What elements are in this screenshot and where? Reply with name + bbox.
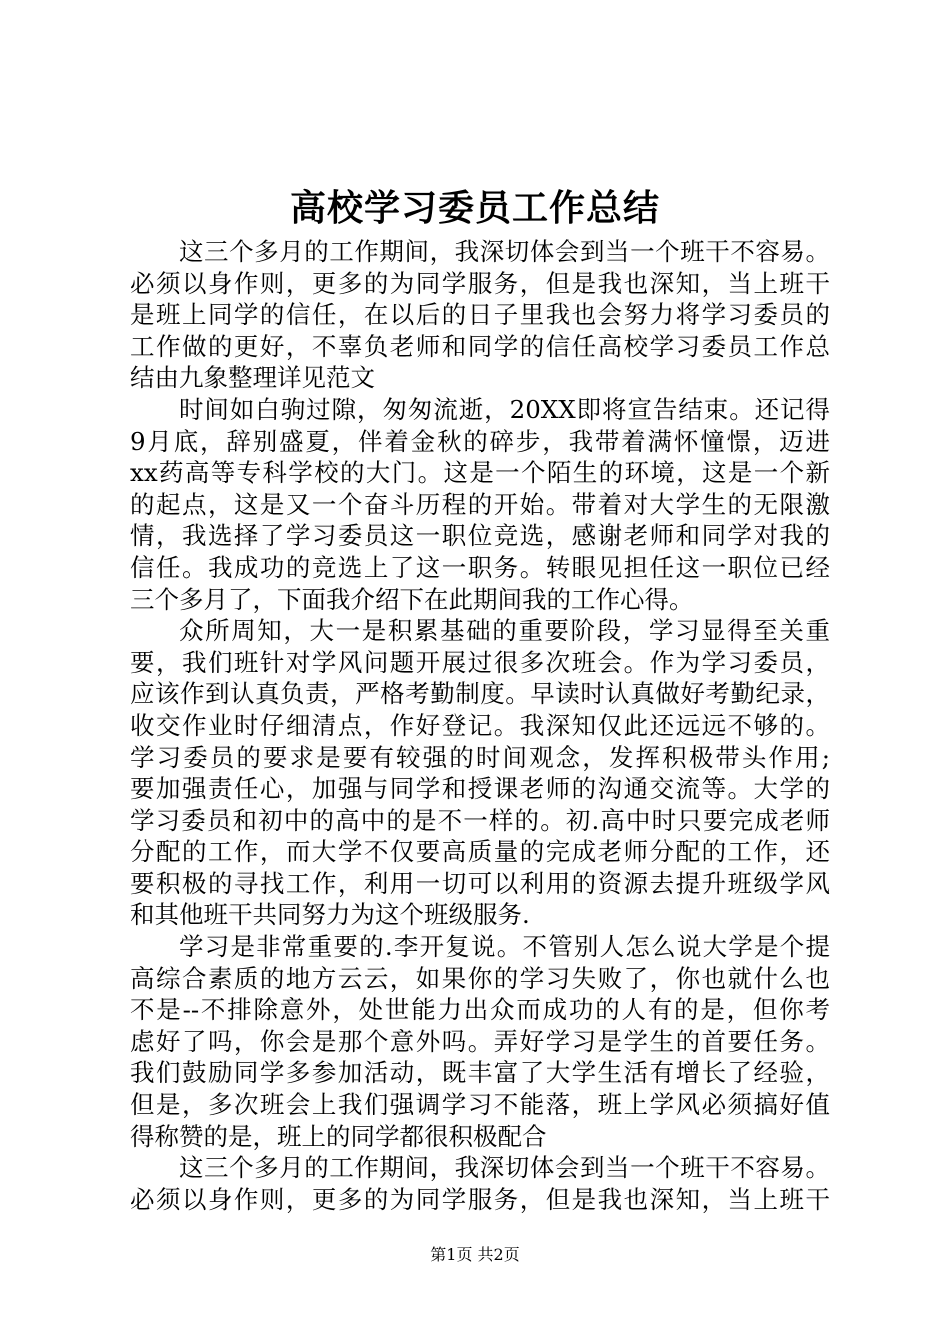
document-title: 高校学习委员工作总结 (289, 187, 660, 229)
text-line: 应该作到认真负责，严格考勤制度。早读时认真做好考勤纪录， (130, 679, 830, 709)
text-line: 情，我选择了学习委员这一职位竞选，感谢老师和同学对我的 (130, 521, 830, 551)
text-line: 我们鼓励同学多参加活动，既丰富了大学生活有增长了经验， (130, 1058, 830, 1088)
text-line: 学习委员和初中的高中的是不一样的。初.高中时只要完成老师 (130, 805, 830, 835)
text-line: 虑好了吗，你会是那个意外吗。弄好学习是学生的首要任务。 (130, 1026, 830, 1056)
document-body (130, 236, 830, 1215)
text-line: 不是--不排除意外，处世能力出众而成功的人有的是，但你考 (130, 995, 830, 1025)
text-line: 学习委员的要求是要有较强的时间观念，发挥积极带头作用; (130, 742, 830, 772)
text-line: 9月底，辞别盛夏，伴着金秋的碎步，我带着满怀憧憬，迈进 (130, 426, 830, 456)
text-line: 分配的工作，而大学不仅要高质量的完成老师分配的工作，还 (130, 837, 830, 867)
text-line: 是班上同学的信任，在以后的日子里我也会努力将学习委员的 (130, 300, 830, 330)
page-footer: 第1页 共2页 (430, 1245, 520, 1264)
text-line: 信任。我成功的竞选上了这一职务。转眼见担任这一职位已经 (130, 552, 830, 582)
text-line: 的起点，这是又一个奋斗历程的开始。带着对大学生的无限激 (130, 489, 830, 519)
text-line: 必须以身作则，更多的为同学服务，但是我也深知，当上班干 (130, 1184, 830, 1214)
text-line: 这三个多月的工作期间，我深切体会到当一个班干不容易。 (179, 237, 830, 266)
text-line: 高综合素质的地方云云，如果你的学习失败了，你也就什么也 (130, 963, 830, 993)
text-line: 要积极的寻找工作，利用一切可以利用的资源去提升班级学风 (130, 868, 830, 898)
text-line: 三个多月了，下面我介绍下在此期间我的工作心得。 (130, 584, 694, 614)
text-line: 结由九象整理详见范文 (130, 363, 375, 393)
text-line: 众所周知，大一是积累基础的重要阶段，学习显得至关重 (179, 616, 830, 646)
text-line: 学习是非常重要的.李开复说。不管别人怎么说大学是个提 (179, 932, 830, 962)
text-line: 得称赞的是，班上的同学都很积极配合 (130, 1121, 547, 1151)
text-line: 收交作业时仔细清点，作好登记。我深知仅此还远远不够的。 (130, 710, 830, 740)
text-line: 和其他班干共同努力为这个班级服务. (130, 900, 530, 930)
text-line: 要加强责任心，加强与同学和授课老师的沟通交流等。大学的 (130, 774, 830, 804)
text-line: 工作做的更好，不辜负老师和同学的信任高校学习委员工作总 (130, 331, 830, 361)
text-line: xx药高等专科学校的大门。这是一个陌生的环境，这是一个新 (130, 458, 830, 488)
text-line: 但是，多次班会上我们强调学习不能落，班上学风必须搞好值 (130, 1090, 830, 1120)
text-line: 要，我们班针对学风问题开展过很多次班会。作为学习委员， (130, 647, 830, 677)
text-line: 必须以身作则，更多的为同学服务，但是我也深知，当上班干 (130, 268, 830, 298)
text-line: 这三个多月的工作期间，我深切体会到当一个班干不容易。 (179, 1153, 830, 1183)
text-line: 时间如白驹过隙，匆匆流逝，20XX即将宣告结束。还记得 (179, 394, 830, 424)
